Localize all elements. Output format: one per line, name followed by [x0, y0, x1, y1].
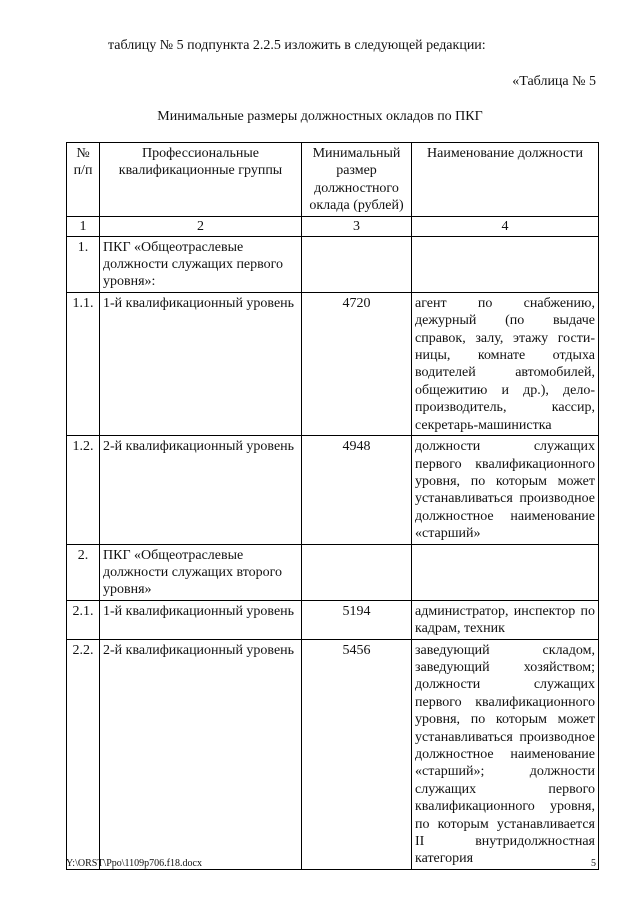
column-index: 2: [100, 216, 302, 236]
row-group: 2-й квалификационный уровень: [100, 639, 302, 869]
row-num: 1.: [67, 236, 100, 292]
intro-line: таблицу № 5 подпункта 2.2.5 изложить в следующей редакции:: [108, 38, 486, 53]
page-number: 5: [591, 858, 596, 869]
table-title: Минимальные размеры должностных окладов по ПКГ: [157, 109, 483, 124]
header-num: № п/п: [67, 143, 100, 217]
table-row: [67, 639, 599, 869]
column-index: 4: [412, 216, 599, 236]
header-position: Наименование должности: [412, 143, 599, 217]
row-position: администратор, инспектор по кадрам, техник: [412, 600, 599, 639]
row-salary: 4720: [302, 292, 412, 435]
header-salary: Минимальный размер должностного оклада (рублей): [302, 143, 412, 217]
table-row: [67, 292, 599, 435]
row-num: 2.2.: [67, 639, 100, 869]
row-group: 1-й квалификационный уровень: [100, 292, 302, 435]
salary-table: [66, 142, 599, 870]
footer-file-path: Y:\ORST\Ppo\1109p706.f18.docx: [66, 858, 202, 869]
row-salary: 5456: [302, 639, 412, 869]
row-salary: [302, 236, 412, 292]
row-position: [412, 236, 599, 292]
row-num: 2.1.: [67, 600, 100, 639]
table-header-row: [67, 143, 599, 217]
row-position: агент по снабжению, дежурный (по выдаче справок, залу, этажу гостиницы, комнате отдыха водителей автомобилей, общежитию и др.), делопроизводитель, кассир, секретарь-машинистка: [412, 292, 599, 435]
table-reference: «Таблица № 5: [512, 74, 596, 89]
row-salary: 5194: [302, 600, 412, 639]
table-row: [67, 436, 599, 544]
column-index-row: [67, 216, 599, 236]
row-group: ПКГ «Общеотраслевые должности служащих первого уровня»:: [100, 236, 302, 292]
row-salary: [302, 544, 412, 600]
row-position: [412, 544, 599, 600]
row-group: 2-й квалификационный уровень: [100, 436, 302, 544]
row-salary: 4948: [302, 436, 412, 544]
row-position: должности служащих первого квалификационного уровня, по которым может устанавливаться производное должностное наименование «старший»: [412, 436, 599, 544]
row-num: 1.2.: [67, 436, 100, 544]
table-row: [67, 236, 599, 292]
row-num: 2.: [67, 544, 100, 600]
column-index: 3: [302, 216, 412, 236]
row-num: 1.1.: [67, 292, 100, 435]
row-position: заведующий складом, заведующий хозяйством; должности служащих первого квалификационного уровня, по которым может устанавливаться производное должностное наименование «старший»; должности служащих первого квалификационного уровня, по которым устанавливается II внутридолжностная категория: [412, 639, 599, 869]
table-row: [67, 600, 599, 639]
row-group: 1-й квалификационный уровень: [100, 600, 302, 639]
column-index: 1: [67, 216, 100, 236]
header-group: Профессиональные квалификационные группы: [100, 143, 302, 217]
row-group: ПКГ «Общеотраслевые должности служащих второго уровня»: [100, 544, 302, 600]
table-row: [67, 544, 599, 600]
